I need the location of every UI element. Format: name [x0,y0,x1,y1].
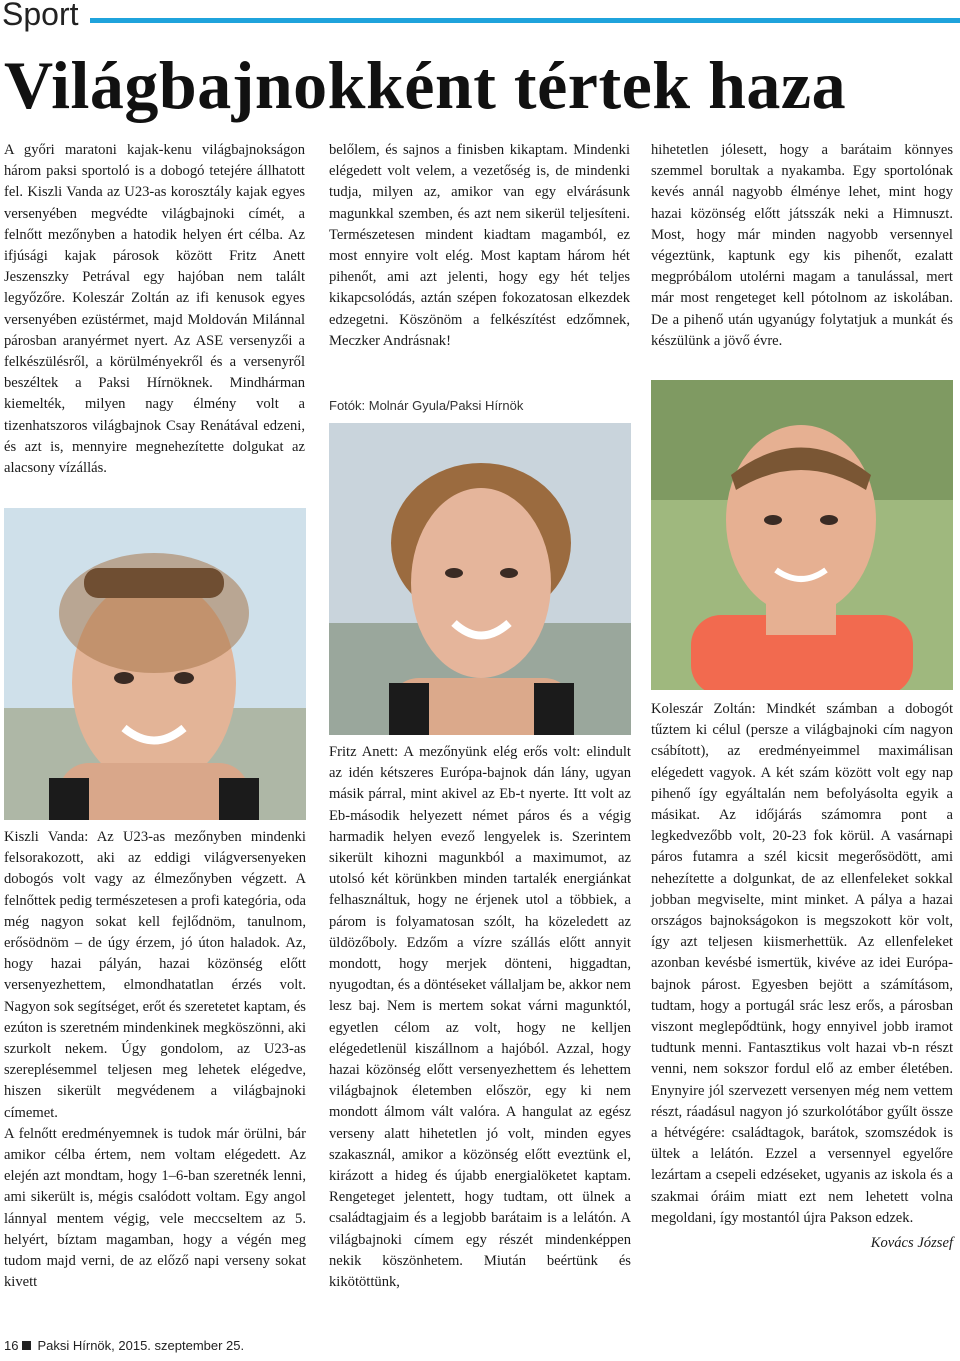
column-3-top [651,140,953,352]
page-footer [4,1338,244,1353]
section-label: Sport [2,0,79,32]
intro-column [4,140,305,479]
paragraph: belőlem, és sajnos a finisben kikaptam. Mindenki elégedett volt velem, a vezetőség is, de mindenki tudja, milyen az, amikor van egy elvárásunk magunkkal szemben, és azt nem sikerül teljesíteni. Természetesen mindent kiadtam magamból, ez most ennyire volt elég. Most kaptam három hét pihenőt, ami azt jelenti, hogy egy hét teljes kikapcsolódás, aztán szépen fokozatosan elkezdek edzegetni. Köszönöm a felkészítést edzőmnek, Meczker Andrásnak! [329,142,630,349]
column-2-top [329,140,630,352]
section-rule [90,18,960,23]
column-2-bottom [329,742,631,1293]
publication-info: Paksi Hírnök, 2015. szeptember 25. [37,1338,245,1353]
interview-fritz-anett: Fritz Anett: A mezőnyünk elég erős volt: elindult az idén kétszeres Európa-bajnok dán lány, ugyan másik párral, mint akivel az Eb-t nyerte. Itt volt az Eb-második helyezett német páros és a végig harmadik helyen evező lengyelek is. Szerintem sikerült kihozni magunkból a maximumot, az utolsó két körünkben minden tartalék energiánkat felhasználtuk, hogy ne érjenek utol a többiek, a párom is folyamatosan szólt, ha közeledett az üldözőboly. Edzőm a vízre szállás előtt annyit mondott, hogy merjek dönteni, higgadtan, nyugodtan, és a döntéseket vállaljam be, akkor nem lesz baj. Nem is mertem sokat várni magunktól, egyetlen célom az volt, hogy ne kelljen elégedetlenül kiszállnom a hajóból. Azzal, hogy hazai közönség előtt versenyezhettem és lehettem világbajnok életemben először, egy ki nem mondott álmom vált valóra. A hangulat az egész verseny alatt hihetetlen jó volt, minden egyes szakasznál, amikor a közönség előtt eveztünk el, kirázott a hideg és újabb energialöketet kaptam. Rengeteget jelentett, hogy tudtam, ott ülnek a családtagjaim és a legjobb barátaim is a lelátón. A világbajnoki címem egy részét mindenképpen nekik köszönhetem. Miután beértünk és kikötöttünk, [329,744,631,1291]
portrait-photo-koleszar-zoltan [651,380,953,690]
interview-kiszli-vanda: Kiszli Vanda: Az U23-as mezőnyben mindenki felsorakozott, aki az eddigi világversenyeken dobogós volt vagy az élmezőnyben végzett. A felnőttek pedig természetesen a profi kategória, oda még nagyon sokat kell fejlődnöm, tanulnom, erősödnöm – de úgy érzem, jó úton haladok. Az, hogy hazai pályán, hazai közönség előtt versenyezhettem, elmondhatatlan érzés volt. Nagyon sok segítséget, erőt és szeretetet kaptam, és ezúton is szeretném mindenkinek megköszönni, aki szurkolt nekem. Úgy gondolom, az U23-as szereplésemmel teljesen meg lehetek elégedve, hiszen sikerült megvédenem a világbajnoki címemet. [4,829,306,1121]
paragraph: hihetetlen jólesett, hogy a barátaim könnyes szemmel borultak a nyakamba. Egy sportolónak kevés annál nagyobb élménye lehet, mint hogy hazai közönség előtt játsszák neki a Himnuszt. Most, hogy már minden nagyobb versennyel végeztünk, kaptunk egy kis pihenőt, ezalatt megpróbálom utolérni magam a tanulással, mert már most rengeteget kell pótolnom az iskolában. De a pihenő után ugyanúgy folytatjuk a munkát és készülünk a jövő évre. [651,142,953,349]
headline: Világbajnokként tértek haza [4,47,847,123]
intro-paragraph: A győri maratoni kajak-kenu világbajnokságon három paksi sportoló is a dobogó tetejére állhatott fel. Kiszli Vanda az U23-as korosztály kajak egyes versenyében megvédte világbajnoki címét, a felnőtt mezőnyben a hatodik helyen ért célba. Az ifjúsági kajak párosok között Fritz Anett Jeszenszky Petrával egy hajóban nem talált legyőzőre. Koleszár Zoltán az ifi kenusok egyes versenyében ezüstérmet, majd Moldován Milánnal párosban aranyérmet nyert. Az ASE versenyzői a felkészülésről, a körülményekről és a versenyről beszéltek a Paksi Hírnöknek. Mindhárman kiemelték, milyen nagy élmény volt a tizenhatszoros világbajnok Csay Renátával edzeni, és azt is, mennyire megnehezítette dolgukat az alacsony vízállás. [4,142,305,477]
page-number: 16 [4,1338,19,1353]
column-1-bottom [4,827,306,1293]
portrait-photo-fritz-anett [329,423,631,735]
author-signature: Kovács József [870,1235,953,1252]
portrait-photo-kiszli-vanda [4,508,306,820]
photo-credit: Fotók: Molnár Gyula/Paksi Hírnök [329,398,524,413]
paragraph: A felnőtt eredményemnek is tudok már örülni, bár amikor célba értem, nem voltam elégedett. Az elején azt mondtam, hogy 1–6-ban szeretnék lenni, ami sikerült is, mégis csalódott voltam. Egy angol lánnyal mentem végig, vele meccseltem az 5. helyért, bíztam magamban, hogy a végén meg tudom majd verni, de az előző napi verseny sokat kivett [4,1125,306,1291]
column-3-bottom [651,699,953,1254]
square-bullet-icon [22,1341,31,1350]
interview-koleszar-zoltan: Koleszár Zoltán: Mindkét számban a dobogót tűztem ki célul (persze a világbajnoki cím nagyon csábított), az eredményeimmel maximálisan elégedett vagyok. A két szám között volt egy nap pihenő így egyáltalán nem befolyásolta egyik a másikat. Az időjárás számomra pont a legkedvezőbb volt, 20-23 fok körül. A vasárnapi páros futamra a szél kicsit megerősödött, ami nehezítette a dolgunkat, de az ellenfeleket sokkal jobban megviselte, mint minket. A pálya a hazai országos bajnokságokon is megszokott kör volt, így azt teljesen kiismerhettük. Az ellenfeleket azonban kevésbé ismertük, kivéve az idei Európa-bajnok párost. Egyesben bejött a számításom, tudtam, hogy a portugál srác lesz erős, a párosban viszont meglepődtünk, hogy ennyivel jobb iramot tudtunk menni. Fantasztikus volt hazai vb-n részt venni, nem sokszor fordul elő az ember életében. Enynyire jól szervezett versenyen még nem vettem részt, ráadásul nagyon jó szurkolótábor gyűlt össze a hétvégére: családtagok, barátok, szomszédok is ültek a lelátón. Ezzel a versennyel egyelőre lezártam a csepeli edzéseket, ugyanis az iskola és a szakmai óráim miatt ezt nem lehetett volna megoldani, így mostantól újra Pakson edzek. [651,701,953,1226]
